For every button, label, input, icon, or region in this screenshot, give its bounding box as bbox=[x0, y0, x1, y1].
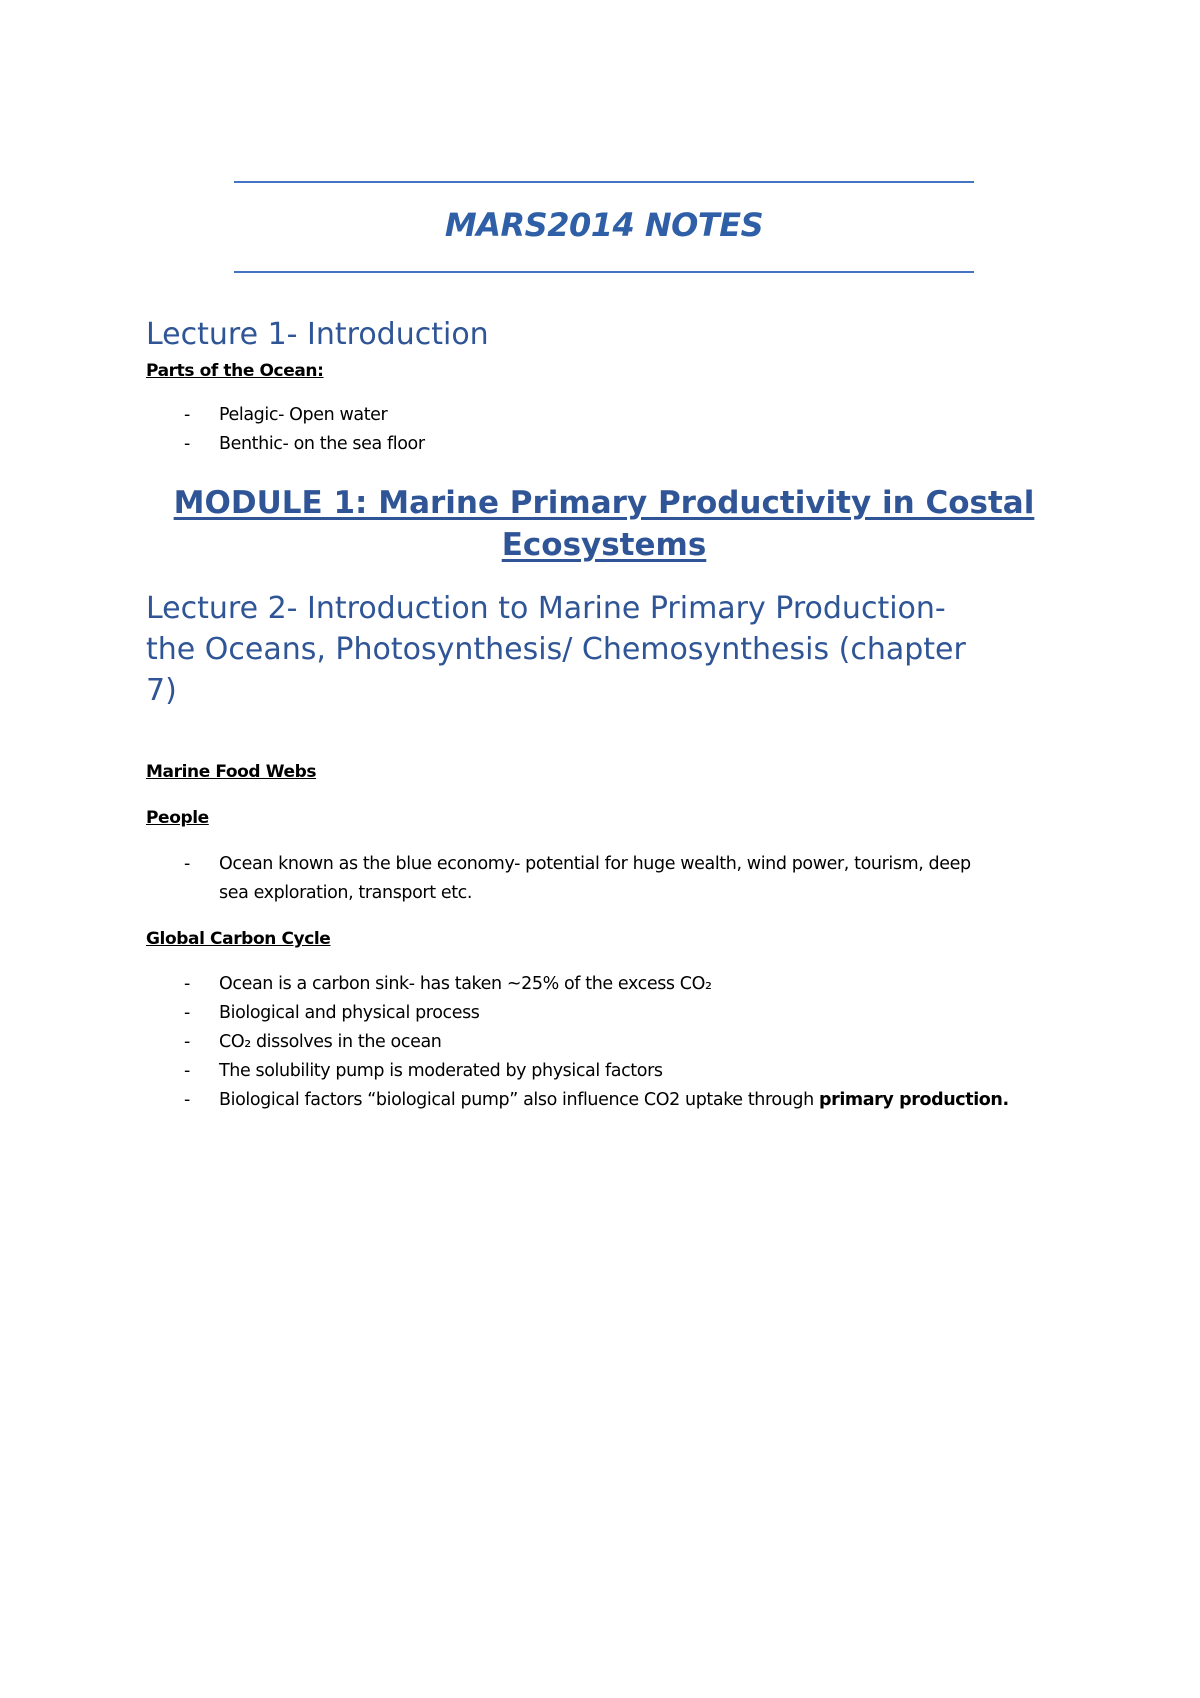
list-item: - Benthic- on the sea floor bbox=[184, 434, 425, 454]
document-title: MARS2014 NOTES bbox=[444, 206, 764, 244]
list-item: - Biological factors “biological pump” also influence CO2 uptake through primary production. bbox=[184, 1090, 1009, 1110]
title-bottom-rule bbox=[234, 271, 974, 273]
list-item: - CO₂ dissolves in the ocean bbox=[184, 1032, 442, 1052]
carbon-cycle-list bbox=[146, 970, 1046, 1115]
list-item: - Ocean is a carbon sink- has taken ~25% of the excess CO₂ bbox=[184, 974, 712, 994]
module-1-heading: MODULE 1: Marine Primary Productivity in Costal Ecosystems bbox=[173, 485, 1035, 563]
primary-production-bold: primary production. bbox=[818, 1090, 1009, 1110]
list-item: - Biological and physical process bbox=[184, 1003, 480, 1023]
title-top-rule bbox=[234, 181, 974, 183]
people-list bbox=[146, 850, 1046, 908]
lecture-1-heading: Lecture 1- Introduction bbox=[146, 317, 489, 352]
list-item: - Pelagic- Open water bbox=[184, 405, 388, 425]
lecture-2-heading: Lecture 2- Introduction to Marine Primary Production- the Oceans, Photosynthesis/ Chemosynthesis (chapter 7) bbox=[146, 591, 966, 708]
marine-food-webs-label: Marine Food Webs bbox=[146, 762, 317, 782]
list-item: - The solubility pump is moderated by physical factors bbox=[184, 1061, 663, 1081]
parts-of-ocean-label: Parts of the Ocean: bbox=[146, 361, 324, 381]
global-carbon-cycle-label: Global Carbon Cycle bbox=[146, 929, 331, 949]
parts-of-ocean-list bbox=[146, 401, 1046, 459]
list-item: - Ocean known as the blue economy- potential for huge wealth, wind power, tourism, deep sea exploration, transport etc. bbox=[184, 854, 971, 903]
people-label: People bbox=[146, 808, 209, 828]
